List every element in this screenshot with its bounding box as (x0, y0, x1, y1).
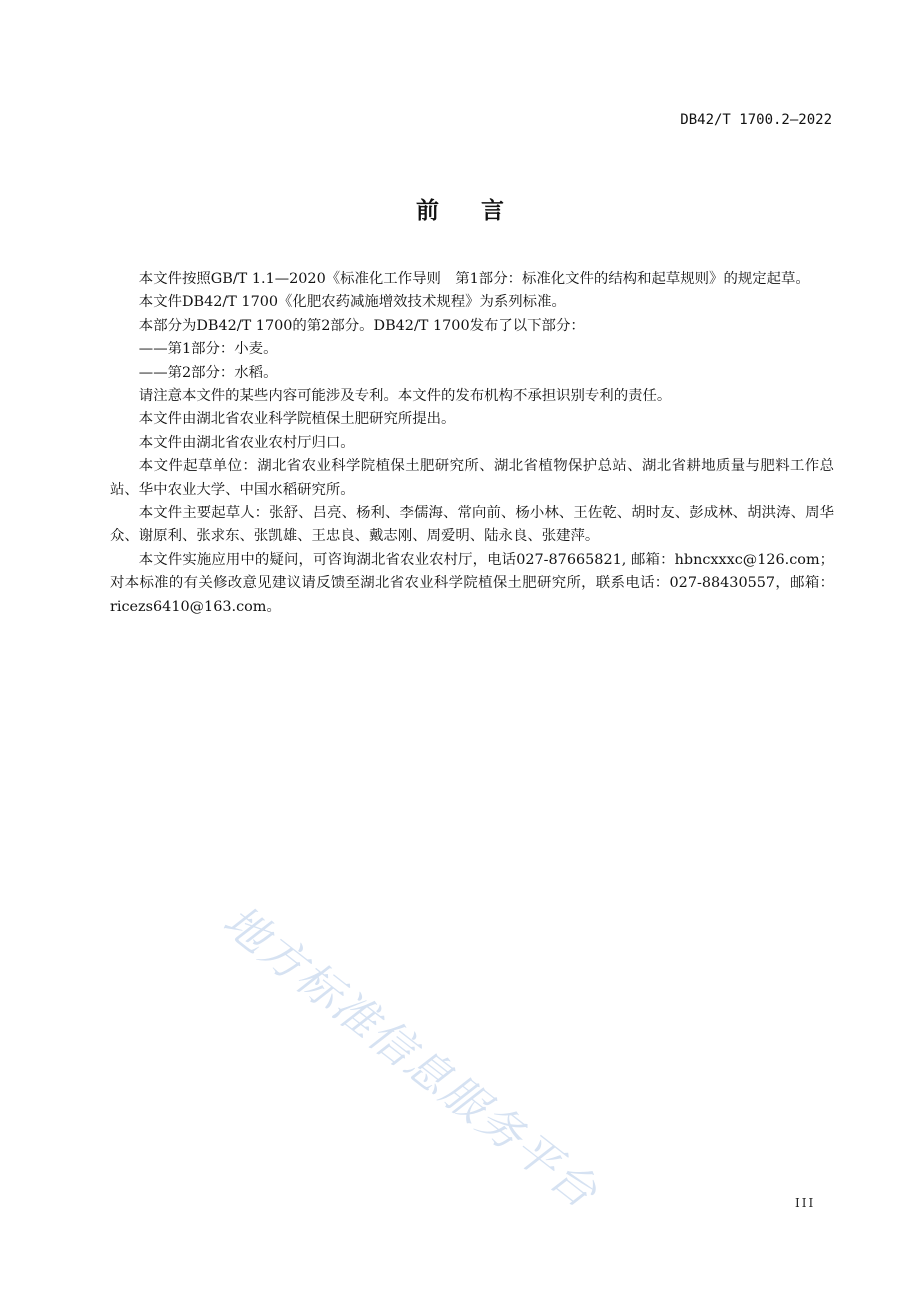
paragraph-drafters: 本文件主要起草人：张舒、吕亮、杨利、李儒海、常向前、杨小林、王佐乾、胡时友、彭成林、胡洪涛、周华众、谢原利、张求东、张凯雄、王忠良、戴志刚、周爱明、陆永良、张建萍。 (110, 505, 834, 545)
paragraph-contact: 本文件实施应用中的疑问，可咨询湖北省农业农村厅，电话027-87665821, 邮箱：hbncxxxc@126.com；对本标准的有关修改意见建议请反馈至湖北省农业科学院植保土肥研究所，联系电话：027-88430557，邮箱：ricezs6410@163.com。 (110, 551, 834, 615)
paragraph-series-standard: 本文件DB42/T 1700《化肥农药减施增效技术规程》为系列标准。 (138, 294, 566, 311)
paragraph-drafting-units: 本文件起草单位：湖北省农业科学院植保土肥研究所、湖北省植物保护总站、湖北省耕地质量与肥料工作总站、华中农业大学、中国水稻研究所。 (110, 458, 834, 498)
title-char-2: 言 (481, 198, 504, 224)
page-number: III (795, 1196, 816, 1210)
paragraph-proposer: 本文件由湖北省农业科学院植保土肥研究所提出。 (138, 411, 456, 428)
page-title (0, 192, 920, 225)
paragraph-patent-notice: 请注意本文件的某些内容可能涉及专利。本文件的发布机构不承担识别专利的责任。 (138, 388, 672, 405)
paragraph-part-2: ——第2部分：水稻。 (138, 364, 278, 381)
paragraph-part-info: 本部分为DB42/T 1700的第2部分。DB42/T 1700发布了以下部分： (138, 317, 585, 334)
paragraph-drafting-basis: 本文件按照GB/T 1.1—2020《标准化工作导则 第1部分：标准化文件的结构和起草规则》的规定起草。 (138, 271, 810, 287)
foreword-body (110, 268, 834, 619)
title-char-1: 前 (416, 198, 439, 224)
paragraph-part-1: ——第1部分：小麦。 (138, 341, 278, 358)
paragraph-centralized: 本文件由湖北省农业农村厅归口。 (138, 434, 355, 451)
watermark: 地方标准信息服务平台 (213, 895, 608, 1219)
document-code: DB42/T 1700.2—2022 (680, 112, 832, 128)
